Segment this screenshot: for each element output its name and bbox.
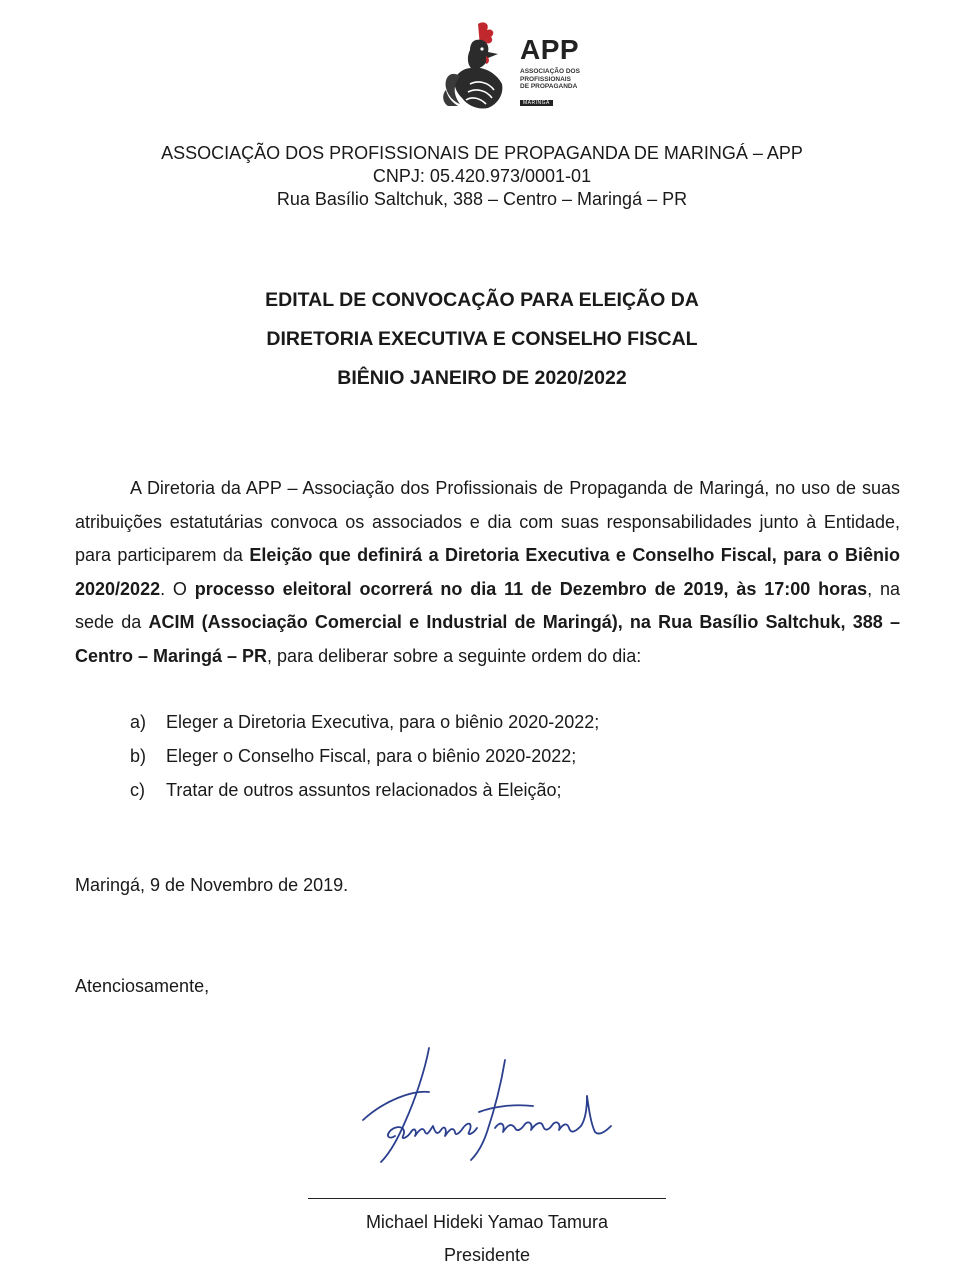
signature-line [308,1198,666,1199]
signer-name: Michael Hideki Yamao Tamura [365,1212,609,1232]
list-item-text: Eleger a Diretoria Executiva, para o biênio 2020-2022; [166,712,600,732]
list-item-text: Eleger o Conselho Fiscal, para o biênio 2020-2022; [166,746,577,766]
body-text: . O [160,578,195,599]
logo-subtitle-line: PROFISSIONAIS [520,75,571,83]
agenda-list [130,705,599,807]
body-bold-text: processo eleitoral ocorrerá no dia 11 de Dezembro de 2019, às 17:00 horas [194,578,868,599]
organization-cnpj: CNPJ: 05.420.973/0001-01 [372,166,592,186]
title-line: DIRETORIA EXECUTIVA E CONSELHO FISCAL [266,328,698,350]
logo-subtitle [520,68,580,91]
body-text: , para deliberar sobre a seguinte ordem do dia: [267,645,642,666]
body-bold-text: ACIM (Associação Comercial e Industrial de Maringá), na Rua Basílio Saltchuk, 388 – Centro – Maringá – PR [75,612,900,666]
body-text: , na sede da [75,578,900,632]
list-item-text: Tratar de outros assuntos relacionados à Eleição; [166,780,562,800]
list-item-label: c) [130,780,145,800]
logo-city: MARINGÁ [520,100,553,106]
organization-header [0,142,964,211]
logo-text [520,36,580,109]
date-line: Maringá, 9 de Novembro de 2019. [75,875,349,895]
list-item-label: a) [130,712,147,732]
rooster-icon [440,18,520,113]
body-bold-text: Eleição que definirá a Diretoria Executiva e Conselho Fiscal, para o Biênio 2020/2022 [75,545,900,599]
logo-brand: APP [520,34,580,65]
list-item [130,739,599,773]
body-text: A Diretoria da APP – Associação dos Profissionais de Propaganda de Maringá, no uso de suas atribuições estatutárias convoca os associados e dia com suas responsabilidades junto à Entidade, para participarem da [75,478,900,565]
list-item-label: b) [130,746,147,766]
document-title [0,281,964,398]
list-item [130,705,599,739]
title-line: EDITAL DE CONVOCAÇÃO PARA ELEIÇÃO DA [265,289,699,311]
title-line: BIÊNIO JANEIRO DE 2020/2022 [337,367,627,389]
app-logo [440,18,580,113]
logo-subtitle-line: DE PROPAGANDA [520,83,578,90]
logo-subtitle-line: ASSOCIAÇÃO DOS [520,68,580,75]
body-paragraph [75,472,900,673]
organization-address: Rua Basílio Saltchuk, 388 – Centro – Maringá – PR [276,189,688,209]
handwritten-signature [355,1040,625,1170]
organization-name: ASSOCIAÇÃO DOS PROFISSIONAIS DE PROPAGANDA DE MARINGÁ – APP [161,143,803,163]
closing-line: Atenciosamente, [75,976,210,996]
signer-role: Presidente [443,1245,531,1265]
list-item [130,773,599,807]
